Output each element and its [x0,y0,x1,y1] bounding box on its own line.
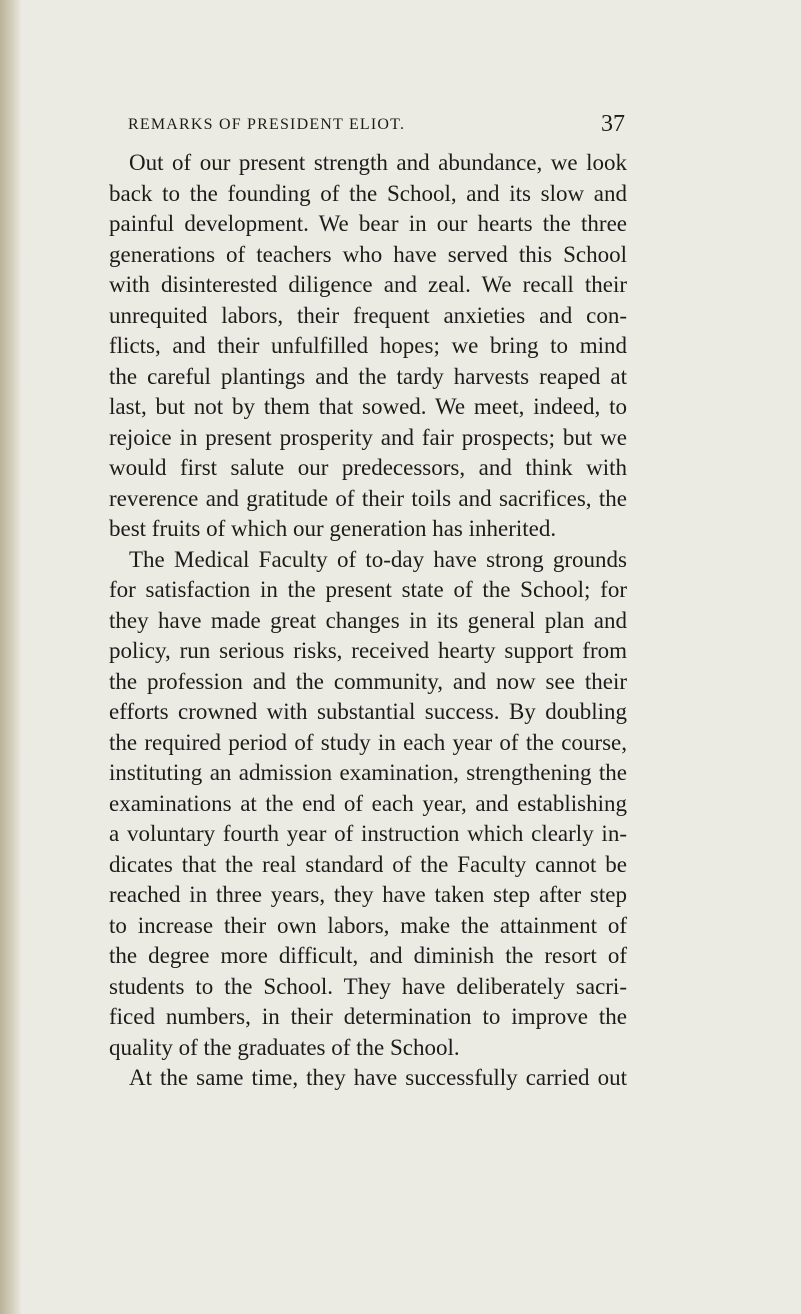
text-line: last, but not by them that sowed. We meet, indeed, to [109,394,627,419]
text-line: reverence and gratitude of their toils and sacrifices, the [109,485,627,511]
body-text [109,148,627,1094]
text-line: the degree more difficult, and diminish the resort of [109,943,627,968]
text-line: The Medical Faculty of to-day have strong grounds [129,546,627,572]
text-line: would first salute our predecessors, and think with [109,455,627,480]
text-line: with disinterested diligence and zeal. We recall their [109,272,627,297]
text-line: students to the School. They have deliberately sacri- [109,973,627,999]
text-line: painful development. We bear in our hearts the three [109,211,627,236]
text-line: they have made great changes in its general plan and [109,607,627,633]
page-number: 37 [601,111,625,137]
text-line: flicts, and their unfulfilled hopes; we bring to mind [109,333,627,358]
text-line: generations of teachers who have served this School [109,241,627,267]
text-line: for satisfaction in the present state of the School; for [109,577,627,602]
text-line: best fruits of which our generation has inherited. [109,516,557,541]
text-line: examinations at the end of each year, and establishing [109,790,627,816]
text-line: instituting an admission examination, strengthening the [109,760,627,785]
text-line: reached in three years, they have taken step after step [109,882,627,907]
page-gutter-shadow [0,0,22,1314]
text-line: to increase their own labors, make the attainment of [109,912,627,938]
text-line: the required period of study in each year of the course, [109,729,627,755]
text-line: the profession and the community, and now see their [109,668,627,694]
text-line: ficed numbers, in their determination to improve the [109,1004,627,1029]
text-line: unrequited labors, their frequent anxieties and con- [109,302,627,328]
text-line: dicates that the real standard of the Faculty cannot be [109,851,627,877]
text-line: back to the founding of the School, and its slow and [109,180,627,206]
text-line: quality of the graduates of the School. [109,1034,460,1060]
text-line: a voluntary fourth year of instruction which clearly in- [109,821,627,846]
text-line: At the same time, they have successfully carried out [129,1065,627,1090]
text-line: efforts crowned with substantial success. By doubling [109,699,627,724]
running-head: REMARKS OF PRESIDENT ELIOT. [128,116,406,133]
page-header [128,113,625,141]
text-line: policy, run serious risks, received hearty support from [109,638,627,663]
text-line: Out of our present strength and abundance, we look [129,150,627,175]
text-line: the careful plantings and the tardy harvests reaped at [109,363,627,389]
text-line: rejoice in present prosperity and fair prospects; but we [109,424,627,450]
